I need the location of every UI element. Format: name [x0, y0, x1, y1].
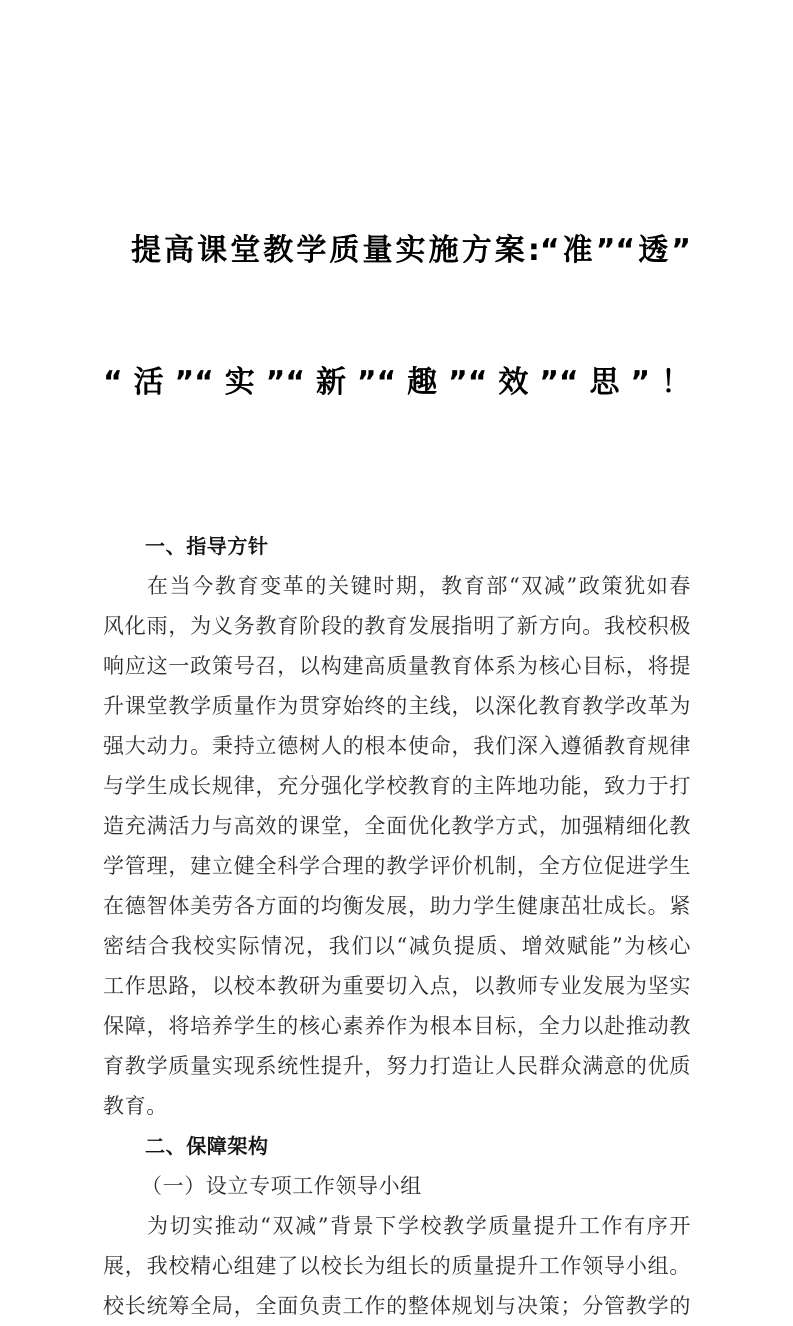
paragraph-line: 强大动力。秉持立德树人的根本使命，我们深入遵循教育规律	[103, 734, 691, 758]
paragraph-line: 响应这一政策号召，以构建高质量教育体系为核心目标，将提	[103, 654, 691, 678]
paragraph-line: 为切实推动“双减”背景下学校教学质量提升工作有序开	[147, 1214, 691, 1238]
paragraph-line: 校长统筹全局，全面负责工作的整体规划与决策；分管教学的	[103, 1294, 691, 1318]
section-heading-1: 一、指导方针	[145, 534, 269, 558]
paragraph-line: 工作思路，以校本教研为重要切入点，以教师专业发展为坚实	[103, 974, 691, 998]
page-title	[103, 0, 691, 493]
section-subheading-1: （一）设立专项工作领导小组	[141, 1174, 422, 1198]
paragraph-line: 在德智体美劳各方面的均衡发展，助力学生健康茁壮成长。紧	[103, 894, 691, 918]
paragraph-line: 造充满活力与高效的课堂，全面优化教学方式，加强精细化教	[103, 814, 691, 838]
paragraph-line: 展，我校精心组建了以校长为组长的质量提升工作领导小组。	[103, 1254, 691, 1278]
paragraph-line: 升课堂教学质量作为贯穿始终的主线，以深化教育教学改革为	[103, 694, 691, 718]
document-body	[103, 526, 691, 1326]
paragraph-line: 教育。	[103, 1094, 168, 1118]
paragraph-line: 育教学质量实现系统性提升，努力打造让人民群众满意的优质	[103, 1054, 691, 1078]
paragraph-line: 保障，将培养学生的核心素养作为根本目标，全力以赴推动教	[103, 1014, 691, 1038]
paragraph-line: 与学生成长规律，充分强化学校教育的主阵地功能，致力于打	[103, 774, 691, 798]
paragraph-line: 密结合我校实际情况，我们以“减负提质、增效赋能”为核心	[103, 934, 691, 958]
paragraph-line: 风化雨，为义务教育阶段的教育发展指明了新方向。我校积极	[103, 614, 691, 638]
paragraph-line: 在当今教育变革的关键时期，教育部“双减”政策犹如春	[147, 574, 691, 598]
document-content-column	[103, 0, 691, 1326]
page-title-line-2: “活”“实”“新”“趣”“效”“思”！	[103, 365, 691, 400]
paragraph-line: 学管理，建立健全科学合理的教学评价机制，全方位促进学生	[103, 854, 691, 878]
page-title-line-1: 提高课堂教学质量实施方案:“准”“透”	[131, 233, 691, 268]
section-heading-2: 二、保障架构	[145, 1134, 269, 1158]
